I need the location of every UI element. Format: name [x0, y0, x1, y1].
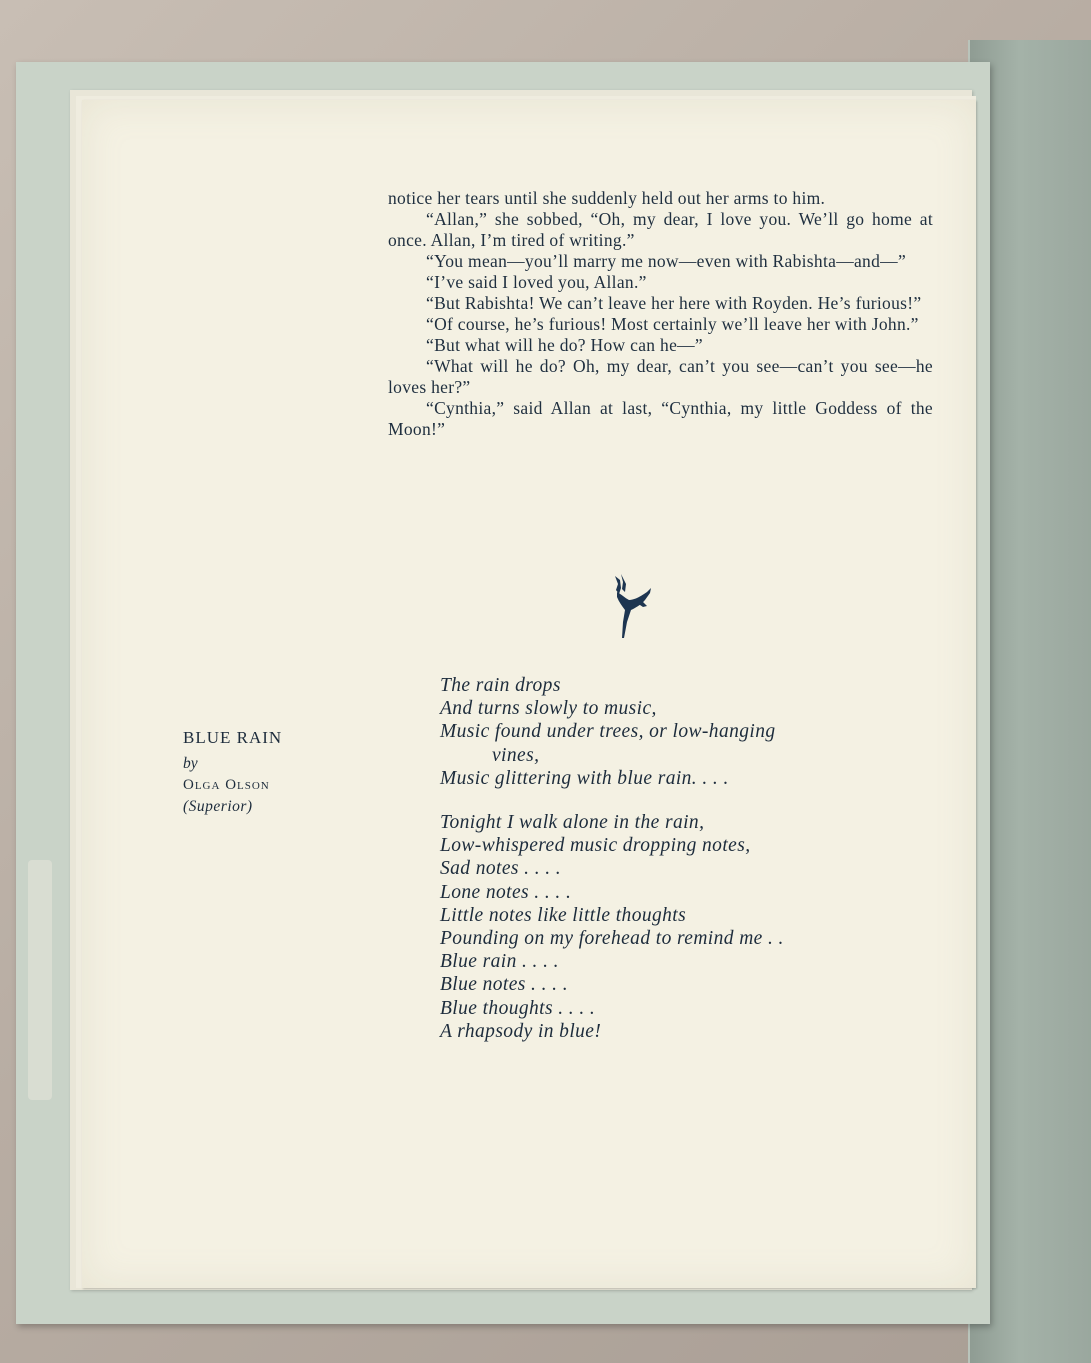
leaping-deer-icon — [607, 570, 655, 640]
worn-cover-edge — [28, 860, 52, 1100]
story-paragraph: “I’ve said I loved you, Allan.” — [426, 272, 647, 292]
poem-line: And turns slowly to music, — [440, 698, 657, 720]
poem-line: Music glittering with blue rain. . . . — [440, 767, 729, 789]
poem-byline — [183, 728, 343, 818]
poem-line: Blue notes . . . . — [440, 974, 568, 996]
poem-line: Pounding on my forehead to remind me . . — [440, 928, 784, 950]
story-paragraph: “Allan,” she sobbed, “Oh, my dear, I love you. We’ll go home at once. Allan, I’m tired of writing.” — [388, 209, 933, 250]
story-text — [388, 188, 933, 440]
poem-place: (Superior) — [183, 798, 253, 815]
story-paragraph: “Cynthia,” said Allan at last, “Cynthia, my little Goddess of the Moon!” — [388, 398, 933, 439]
poem-author: Olga Olson — [183, 777, 270, 793]
poem-line: A rhapsody in blue! — [440, 1020, 602, 1042]
poem-line: Sad notes . . . . — [440, 858, 562, 880]
story-paragraph: “But Rabishta! We can’t leave her here with Royden. He’s furious!” — [426, 293, 922, 313]
booklet-page — [82, 100, 976, 1288]
story-paragraph: “Of course, he’s furious! Most certainly we’ll leave her with John.” — [426, 314, 919, 334]
poem-body — [440, 674, 910, 1043]
story-paragraph: notice her tears until she suddenly held out her arms to him. — [388, 188, 826, 208]
poem-line: Low-whispered music dropping notes, — [440, 835, 751, 857]
stanza-break — [440, 790, 910, 811]
poem-line: The rain drops — [440, 675, 561, 696]
poem-line: Music found under trees, or low-hanging — [440, 721, 776, 743]
story-paragraph: “You mean—you’ll marry me now—even with Rabishta—and—” — [426, 251, 907, 271]
poem-line: Lone notes . . . . — [440, 881, 572, 903]
poem-line: Little notes like little thoughts — [440, 904, 687, 926]
poem-line: vines, — [492, 744, 540, 766]
story-paragraph: “But what will he do? How can he—” — [426, 335, 703, 355]
poem-line: Blue rain . . . . — [440, 951, 559, 973]
byline-by: by — [183, 755, 198, 772]
poem-line: Tonight I walk alone in the rain, — [440, 812, 705, 834]
poem-line: Blue thoughts . . . . — [440, 997, 596, 1019]
poem-title: BLUE RAIN — [183, 728, 283, 747]
story-paragraph: “What will he do? Oh, my dear, can’t you see—can’t you see—he loves her?” — [388, 356, 933, 397]
